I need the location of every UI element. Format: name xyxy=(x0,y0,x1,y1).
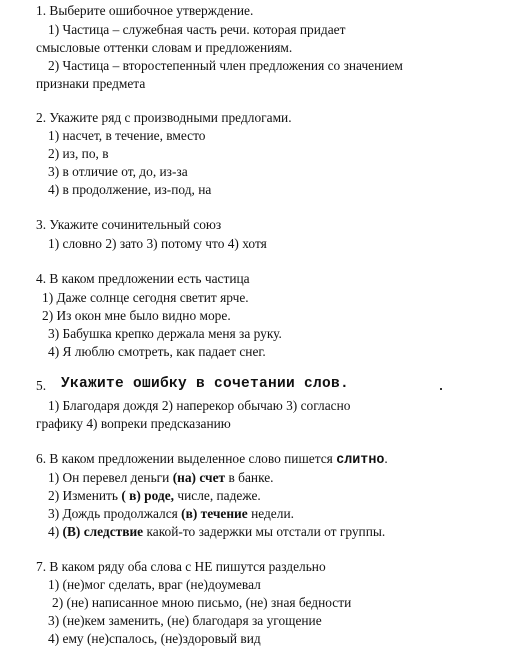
q5-title: Укажите ошибку в сочетании слов. xyxy=(61,376,350,392)
q6-option-2 xyxy=(48,488,261,504)
stray-mark xyxy=(440,388,442,390)
q6-option-3-rest: недели. xyxy=(247,506,294,521)
q2-option-2: 2) из, по, в xyxy=(48,146,109,161)
q4-option-4: 4) Я люблю смотреть, как падает снег. xyxy=(48,344,266,359)
q5-number: 5. xyxy=(36,378,47,393)
q6-option-2-highlight: ( в) роде, xyxy=(121,488,174,503)
q6-option-4-highlight: (В) следствие xyxy=(62,524,144,539)
q2-option-1: 1) насчет, в течение, вместо xyxy=(48,128,206,143)
q6-option-2-rest: числе, падеже. xyxy=(174,488,261,503)
q5-options-line-2: графику 4) вопреки предсказанию xyxy=(36,416,231,431)
q6-option-2-text: 2) Изменить xyxy=(48,488,122,503)
q4-option-1: 1) Даже солнце сегодня светит ярче. xyxy=(42,290,249,305)
q2-option-3: 3) в отличие от, до, из-за xyxy=(48,164,188,179)
q6-option-4 xyxy=(48,524,385,540)
q4-option-3: 3) Бабушка крепко держала меня за руку. xyxy=(48,326,282,341)
q4-option-2: 2) Из окон мне было видно море. xyxy=(42,308,231,323)
q7-option-4: 4) ему (не)спалось, (не)здоровый вид xyxy=(48,631,261,646)
q7-option-1: 1) (не)мог сделать, враг (не)доумевал xyxy=(48,577,261,592)
q6-option-4-rest: какой-то задержки мы отстали от группы. xyxy=(143,524,386,539)
q1-option-1-line-1: 1) Частица – служебная часть речи. которая придает xyxy=(48,22,346,37)
q6-title-end: . xyxy=(384,451,388,466)
q1-option-2-line-1: 2) Частица – второстепенный член предложения со значением xyxy=(48,58,403,73)
q2-title: 2. Укажите ряд с производными предлогами. xyxy=(36,110,292,125)
q7-option-2: 2) (не) написанное мною письмо, (не) зная бедности xyxy=(52,595,352,610)
q2-option-4: 4) в продолжение, из-под, на xyxy=(48,182,212,197)
q6-option-1-text: 1) Он перевел деньги xyxy=(48,470,173,485)
q6-title-keyword: слитно xyxy=(336,453,385,468)
q6-option-3-highlight: (в) течение xyxy=(181,506,248,521)
q6-option-1 xyxy=(48,470,274,486)
q6-option-3 xyxy=(48,506,294,522)
q6-option-1-rest: в банке. xyxy=(225,470,274,485)
q1-option-2-line-2: признаки предмета xyxy=(36,76,146,91)
q6-option-4-text: 4) xyxy=(48,524,63,539)
q7-title: 7. В каком ряду оба слова с НЕ пишутся раздельно xyxy=(36,559,326,574)
q1-option-1-line-2: смысловые оттенки словам и предложениям. xyxy=(36,40,293,55)
q6-option-3-text: 3) Дождь продолжался xyxy=(48,506,182,521)
q6-title xyxy=(36,451,388,469)
q6-option-1-highlight: (на) счет xyxy=(172,470,226,485)
q3-title: 3. Укажите сочинительный союз xyxy=(36,217,222,232)
q3-options: 1) словно 2) зато 3) потому что 4) хотя xyxy=(48,236,267,251)
q4-title: 4. В каком предложении есть частица xyxy=(36,271,250,286)
q1-title: 1. Выберите ошибочное утверждение. xyxy=(36,3,254,18)
q7-option-3: 3) (не)кем заменить, (не) благодаря за угощение xyxy=(48,613,322,628)
q5-options-line-1: 1) Благодаря дождя 2) наперекор обычаю 3) согласно xyxy=(48,398,351,413)
q6-title-text: 6. В каком предложении выделенное слово пишется xyxy=(36,451,337,466)
